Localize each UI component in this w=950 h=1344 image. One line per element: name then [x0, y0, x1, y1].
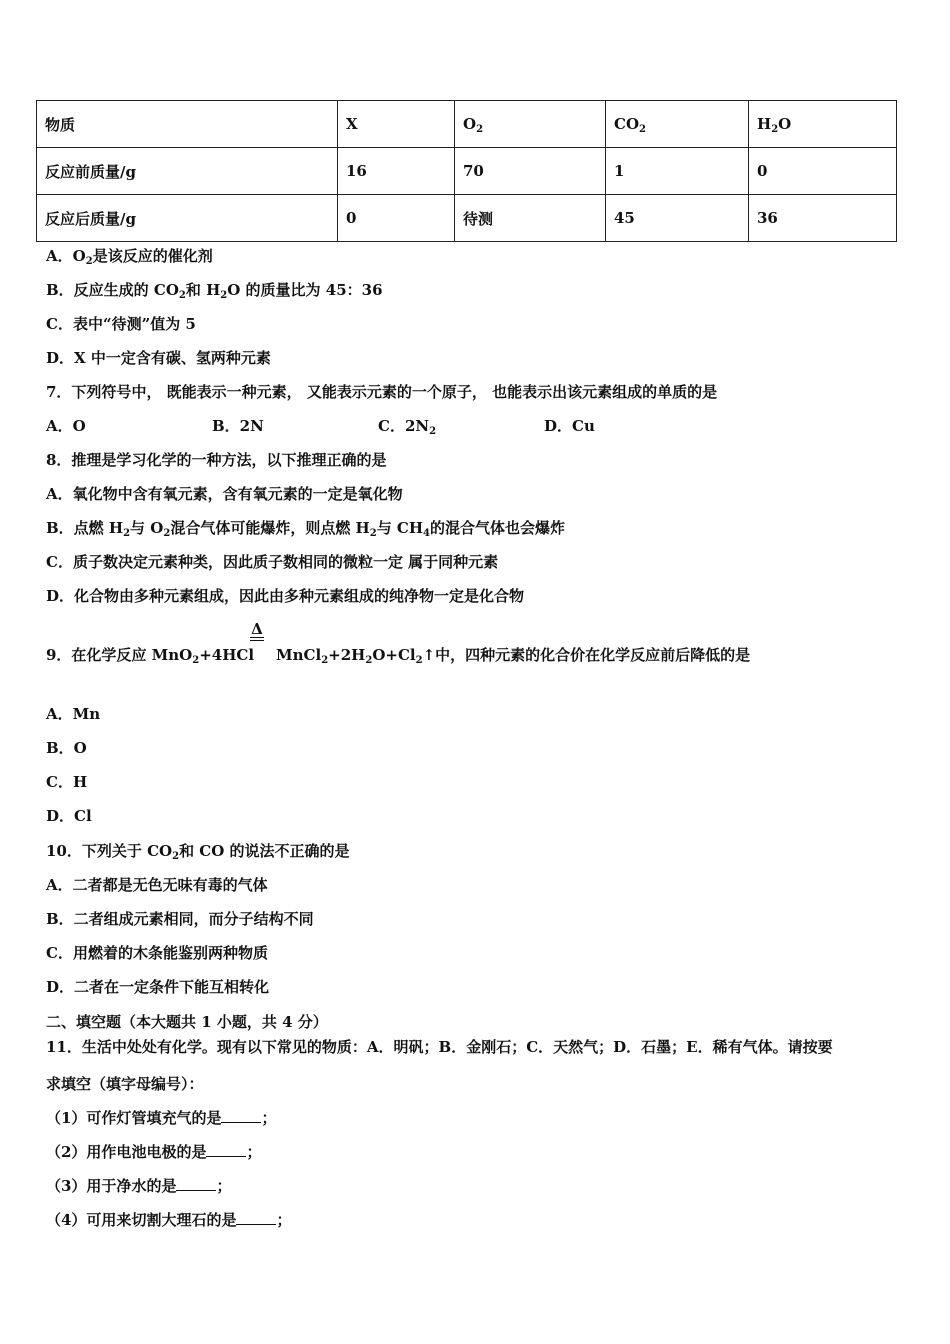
q11-item-3: （3）用于净水的是 ；	[46, 1177, 232, 1195]
q8-option-d: D．化合物由多种元素组成，因此由多种元素组成的纯净物一定是化合物	[46, 587, 525, 605]
table-cell: 45	[606, 195, 749, 242]
q10-option-b: B．二者组成元素相同，而分子结构不同	[46, 910, 314, 928]
table-cell: 物质	[37, 101, 338, 148]
q10-option-d: D．二者在一定条件下能互相转化	[46, 978, 270, 996]
heating-condition-sign: Δ	[250, 621, 264, 641]
q10-stem: 10．下列关于 $CO_2$和 CO 的说法不正确的是	[46, 842, 350, 862]
q6-option-d: D．X 中一定含有碳、氢两种元素	[46, 349, 271, 367]
q11-item-1: （1）可作灯管填充气的是 ；	[46, 1109, 277, 1127]
q10-option-c: C．用燃着的木条能鉴别两种物质	[46, 944, 268, 962]
q9-option-d: D．Cl	[46, 807, 92, 825]
table-cell: 36	[749, 195, 897, 242]
q6-option-b: B．反应生成的 $CO_2$和 $H_2O$ 的质量比为 45：36	[46, 281, 383, 301]
q8-option-b: B．点燃 $H_2$与 $O_2$混合气体可能爆炸，则点燃 $H_2$与 $CH_4$的混合气体也会爆炸	[46, 519, 566, 539]
table-cell: $O_2$	[455, 101, 606, 148]
q7-stem: 7．下列符号中， 既能表示一种元素， 又能表示元素的一个原子， 也能表示出该元素组成的单质的是	[46, 383, 718, 401]
table-cell: $H_2O$	[749, 101, 897, 148]
q7-option-a: A．O	[46, 417, 86, 435]
q11-item-4: （4）可用来切割大理石的是 ；	[46, 1211, 292, 1229]
q9-option-a: A．Mn	[46, 705, 101, 723]
answer-blank[interactable]	[206, 1142, 246, 1157]
q9-stem: 9．在化学反应 MnO$_2$+4HCl $MnCl_2+2H_2O+Cl_2↑$中，四种元素的化合价在化学反应前后降低的是	[46, 646, 751, 666]
section-heading: 二、填空题（本大题共 1 小题，共 4 分）	[46, 1013, 328, 1031]
q8-option-a: A．氧化物中含有氧元素，含有氧元素的一定是氧化物	[46, 485, 403, 503]
q11-stem-line1: 11．生活中处处有化学。现有以下常见的物质：A．明矾；B．金刚石；C．天然气；D．石墨；E．稀有气体。请按要	[46, 1038, 833, 1056]
q6-option-a: A．$O_2$是该反应的催化剂	[46, 247, 213, 267]
q11-item-2: （2）用作电池电极的是 ；	[46, 1143, 262, 1161]
table-cell: 反应后质量/g	[37, 195, 338, 242]
table-cell: 0	[749, 148, 897, 195]
table-cell: 70	[455, 148, 606, 195]
q9-option-c: C．H	[46, 773, 88, 791]
table-cell: 待测	[455, 195, 606, 242]
q11-stem-line2: 求填空（填字母编号）：	[46, 1075, 204, 1093]
q6-option-c: C．表中“待测”值为 5	[46, 315, 196, 333]
q7-options	[46, 416, 710, 436]
table-row	[37, 148, 897, 195]
q8-stem: 8．推理是学习化学的一种方法，以下推理正确的是	[46, 451, 387, 469]
table-header-row	[37, 101, 897, 148]
q7-option-c: C．$2N_2$	[378, 417, 437, 437]
table-cell: 1	[606, 148, 749, 195]
table-cell: 反应前质量/g	[37, 148, 338, 195]
q7-option-b: B．2N	[212, 417, 264, 435]
mass-table	[36, 100, 897, 242]
answer-blank[interactable]	[176, 1176, 216, 1191]
table-cell: $CO_2$	[606, 101, 749, 148]
answer-blank[interactable]	[221, 1108, 261, 1123]
q8-option-c: C．质子数决定元素种类，因此质子数相同的微粒一定 属于同种元素	[46, 553, 499, 571]
table-cell: 0	[338, 195, 455, 242]
q9-option-b: B．O	[46, 739, 87, 757]
q10-option-a: A．二者都是无色无味有毒的气体	[46, 876, 268, 894]
table-cell: 16	[338, 148, 455, 195]
table-cell: X	[338, 101, 455, 148]
answer-blank[interactable]	[236, 1210, 276, 1225]
q7-option-d: D．Cu	[544, 417, 595, 435]
table-row	[37, 195, 897, 242]
